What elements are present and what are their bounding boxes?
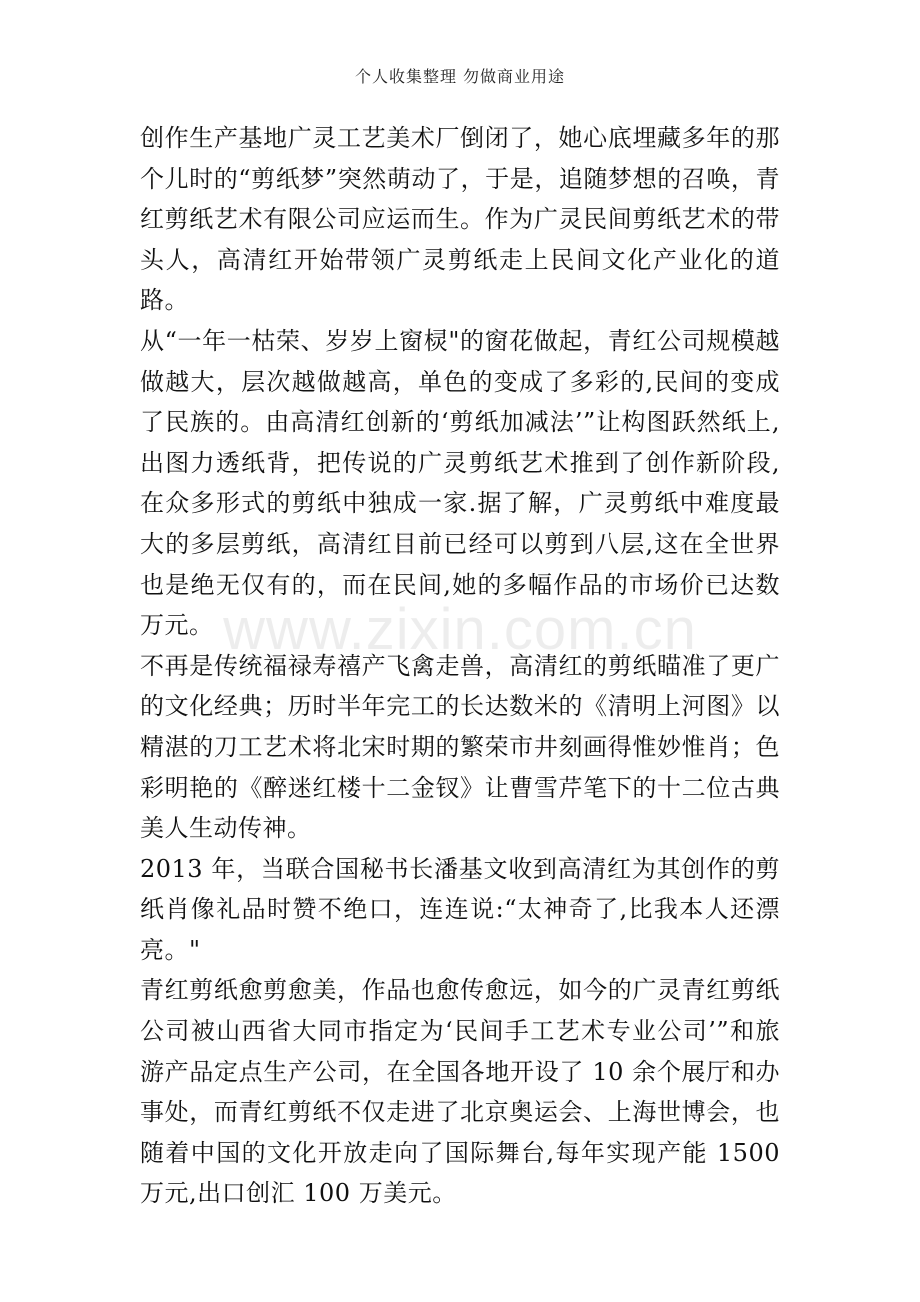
watermark: www.zixin.com.cn (223, 597, 697, 662)
paragraph: 从“一年一枯荣、岁岁上窗棂"的窗花做起，青红公司规模越做越大，层次越做越高，单色的变成了多彩的,民间的变成了民族的。由高清红创新的‘剪纸加减法’”让构图跃然纸上,出图力透纸背，把传说的广灵剪纸艺术推到了创作新阶段,在众多形式的剪纸中独成一家.据了解，广灵剪纸中难度最大的多层剪纸，高清红目前已经可以剪到八层,这在全世界也是绝无仅有的，而在民间,她的多幅作品的市场价已达数万元。 (140, 326, 780, 640)
paragraph: 创作生产基地广灵工艺美术厂倒闭了，她心底埋藏多年的那个儿时的“剪纸梦”突然萌动了，于是，追随梦想的召唤，青红剪纸艺术有限公司应运而生。作为广灵民间剪纸艺术的带头人，高清红开始带领广灵剪纸走上民间文化产业化的道路。 (140, 124, 780, 315)
document-body (140, 118, 780, 1214)
page-header: 个人收集整理 勿做商业用途 (354, 67, 566, 86)
paragraph: 2013 年，当联合国秘书长潘基文收到高清红为其创作的剪纸肖像礼品时赞不绝口，连连说:“太神奇了,比我本人还漂亮。" (140, 854, 780, 964)
paragraph: 不再是传统福禄寿禧产飞禽走兽，高清红的剪纸瞄准了更广的文化经典；历时半年完工的长达数米的《清明上河图》以精湛的刀工艺术将北宋时期的繁荣市井刻画得惟妙惟肖；色彩明艳的《醉迷红楼十二金钗》让曹雪芹笔下的十二位古典美人生动传神。 (140, 651, 780, 843)
paragraph: 青红剪纸愈剪愈美，作品也愈传愈远，如今的广灵青红剪纸公司被山西省大同市指定为‘民间手工艺术专业公司’”和旅游产品定点生产公司，在全国各地开设了 10 余个展厅和办事处，而青红剪纸不仅走进了北京奥运会、上海世博会，也随着中国的文化开放走向了国际舞台,每年实现产能 1500 万元,出口创汇 100 万美元。 (140, 976, 780, 1208)
